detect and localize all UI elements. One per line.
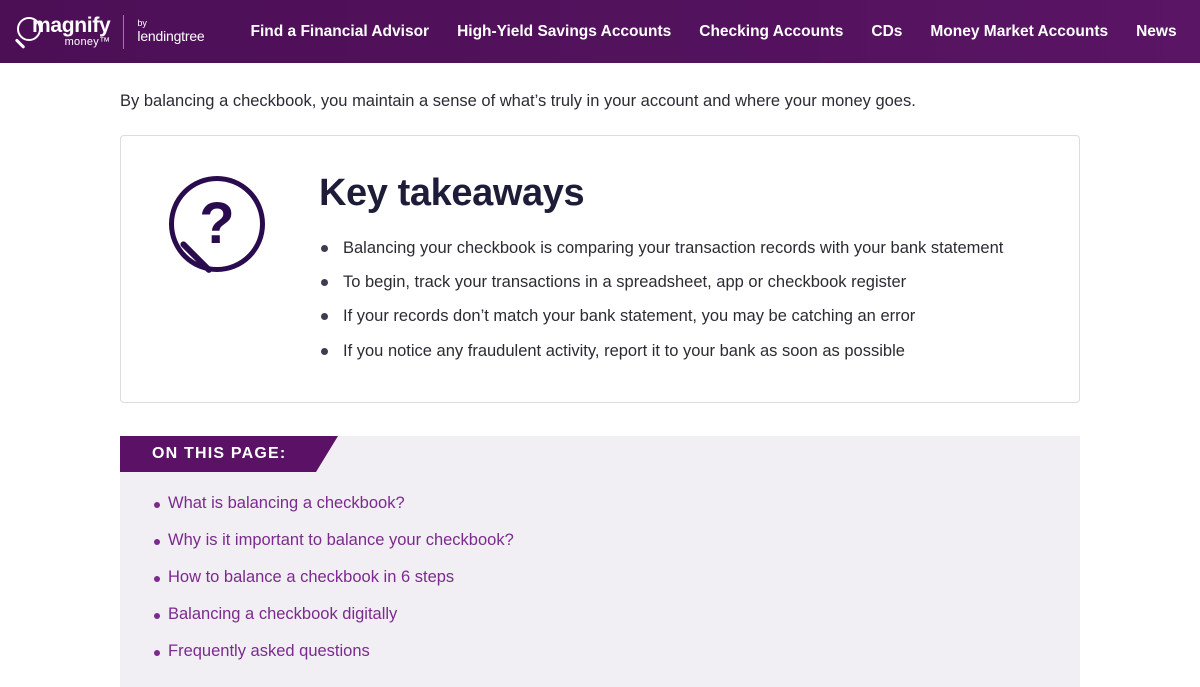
- logo-divider: [123, 15, 124, 49]
- nav-link-checking-accounts[interactable]: Checking Accounts: [699, 23, 844, 40]
- key-takeaways-list: [319, 237, 1053, 362]
- list-item: [168, 642, 1080, 661]
- by-label: by: [137, 18, 147, 29]
- question-mark-glyph: ?: [199, 190, 235, 256]
- page-body: [0, 90, 1200, 687]
- toc-link-why-is-it-important[interactable]: Why is it important to balance your checkbook?: [168, 530, 514, 549]
- key-takeaways-title: Key takeaways: [319, 171, 585, 214]
- list-item: [168, 568, 1080, 587]
- toc-link-faq[interactable]: Frequently asked questions: [168, 641, 370, 660]
- on-this-page-header: ON THIS PAGE:: [120, 436, 316, 472]
- top-navigation-bar: [0, 0, 1200, 63]
- nav-link-cds[interactable]: CDs: [871, 23, 903, 40]
- question-magnifier-icon: [147, 158, 297, 298]
- logo-money-text: money™: [64, 36, 111, 48]
- list-item: [168, 531, 1080, 550]
- toc-link-how-to-balance-in-6-steps[interactable]: How to balance a checkbook in 6 steps: [168, 567, 455, 586]
- key-takeaways-card: [120, 135, 1080, 403]
- intro-paragraph: By balancing a checkbook, you maintain a sense of what’s truly in your account and where your money goes.: [120, 92, 916, 110]
- nav-link-high-yield-savings-accounts[interactable]: High-Yield Savings Accounts: [457, 23, 672, 40]
- on-this-page-section: [120, 436, 1080, 687]
- list-item: [168, 605, 1080, 624]
- logo-magnify-text: magnify: [32, 14, 111, 37]
- list-item: Balancing your checkbook is comparing your transaction records with your bank statement: [319, 237, 1053, 259]
- lendingtree-attribution[interactable]: [137, 19, 204, 43]
- list-item: To begin, track your transactions in a spreadsheet, app or checkbook register: [319, 271, 1053, 293]
- on-this-page-links: [120, 472, 1080, 661]
- magnifymoney-logo[interactable]: [14, 15, 110, 49]
- lendingtree-label: lendingtree: [137, 27, 205, 44]
- nav-link-money-market-accounts[interactable]: Money Market Accounts: [930, 23, 1109, 40]
- list-item: If your records don’t match your bank statement, you may be catching an error: [319, 305, 1053, 327]
- nav-link-news[interactable]: News: [1136, 23, 1177, 40]
- key-takeaways-body: [297, 158, 1053, 374]
- toc-link-what-is-balancing-a-checkbook[interactable]: What is balancing a checkbook?: [168, 493, 405, 512]
- article-content: [120, 90, 1080, 687]
- magnifier-icon: [14, 15, 48, 49]
- list-item: If you notice any fraudulent activity, report it to your bank as soon as possible: [319, 340, 1053, 362]
- list-item: [168, 494, 1080, 513]
- toc-link-balancing-digitally[interactable]: Balancing a checkbook digitally: [168, 604, 398, 623]
- nav-link-find-a-financial-advisor[interactable]: Find a Financial Advisor: [250, 23, 430, 40]
- primary-nav-links: [237, 0, 1191, 63]
- site-logo[interactable]: [14, 0, 219, 63]
